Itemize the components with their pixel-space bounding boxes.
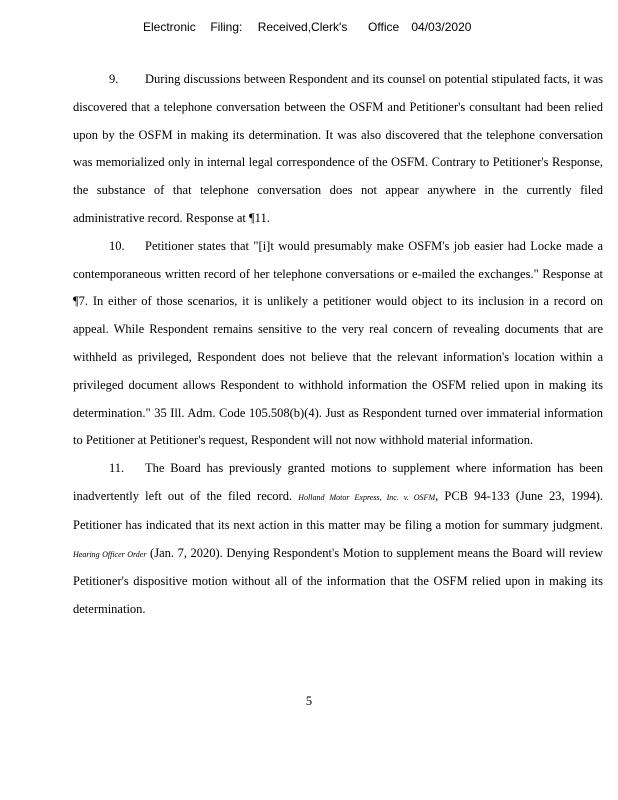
- paragraph-11: [73, 455, 603, 624]
- paragraph-text: Petitioner states that "[i]t would presumably make OSFM's job easier had Locke made a contemporaneous written record of her telephone conversations or e-mailed the exchanges." Response at ¶7. In either of those scenarios, it is unlikely a petitioner would object to its inclusion in a record on appeal. While Respondent remains sensitive to the very real concern of revealing documents that are withheld as privileged, Respondent does not believe that the relevant information's location within a privileged document allows Respondent to withhold information the OSFM relied upon in making its determination." 35 Ill. Adm. Code 105.508(b)(4). Just as Respondent turned over immaterial information to Petitioner at Petitioner's request, Respondent will not now withhold material information.: [73, 238, 603, 448]
- order-citation: Hearing Officer Order: [73, 549, 147, 559]
- paragraph-text: The Board has previously granted motions to supplement where information has been inadvertently left out of the filed record.: [73, 461, 603, 503]
- paragraph-text: During discussions between Respondent and its counsel on potential stipulated facts, it was discovered that a telephone conversation between the OSFM and Petitioner's consultant had been relied upon by the OSFM in making its determination. It was also discovered that the telephone conversation was memorialized only in internal legal correspondence of the OSFM. Contrary to Petitioner's Response, the substance of that telephone conversation does not appear anywhere in the currently filed administrative record. Response at ¶11.: [73, 72, 603, 225]
- page-number: 5: [305, 694, 313, 708]
- paragraph-10: [73, 233, 603, 455]
- filing-header: [143, 20, 471, 34]
- paragraph-9: [73, 66, 603, 233]
- header-filing: Filing:: [210, 20, 243, 34]
- paragraph-text: , PCB 94-133 (June 23, 1994). Petitioner has indicated that its next action in this matter may be filing a motion for summary judgment.: [73, 488, 604, 532]
- header-electronic: Electronic: [143, 20, 196, 34]
- document-body: [73, 66, 603, 624]
- header-received: Received,Clerk's: [257, 20, 348, 34]
- paragraph-number: 9.: [109, 72, 119, 86]
- header-office: Office: [368, 20, 400, 34]
- paragraph-text: (Jan. 7, 2020). Denying Respondent's Motion to supplement means the Board will review Petitioner's dispositive motion without all of the information that the OSFM relied upon in making its determination.: [73, 545, 604, 617]
- paragraph-number: 10.: [109, 238, 125, 253]
- case-citation: Holland Motor Express, Inc. v. OSFM: [298, 492, 436, 502]
- header-date: 04/03/2020: [411, 20, 472, 34]
- paragraph-number: 11.: [109, 461, 125, 476]
